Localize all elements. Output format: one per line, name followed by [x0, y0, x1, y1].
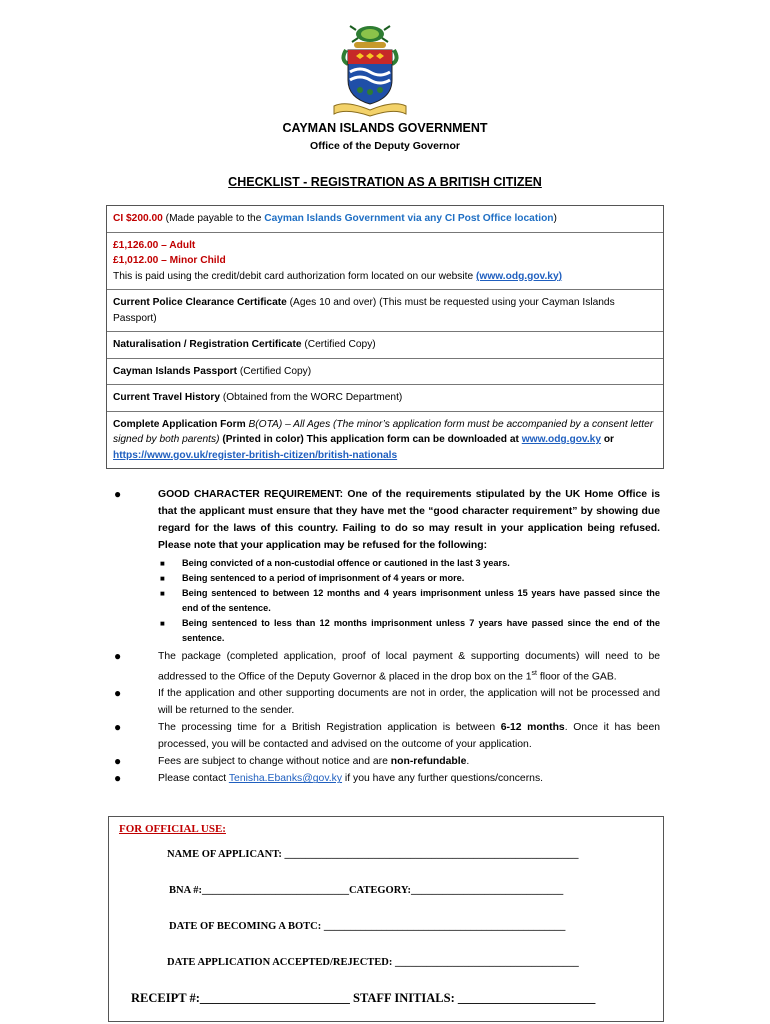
refusal-reason: Being sentenced to a period of imprisonment of 4 years or more.	[182, 573, 465, 583]
bullet-icon: ●	[114, 720, 122, 735]
checklist-row-fee	[107, 206, 663, 233]
list-item	[110, 486, 660, 646]
fee-text: (Made payable to the	[162, 213, 265, 224]
fee-payee: Cayman Islands Government via any CI Post Office location	[264, 213, 554, 224]
list-item	[110, 770, 660, 787]
police-certificate-text: (Ages 10 and over) (This must be requested using your Cayman Islands Passport)	[113, 297, 615, 324]
fees-text-end: .	[466, 756, 470, 768]
contact-email-link[interactable]: Tenisha.Ebanks@gov.ky	[228, 773, 343, 785]
list-item	[158, 556, 660, 571]
date-accepted-field[interactable]: DATE APPLICATION ACCEPTED/REJECTED: ___________________________________	[167, 957, 579, 968]
list-item	[110, 648, 660, 685]
square-bullet-icon: ■	[160, 574, 165, 583]
fees-text: Fees are subject to change without notice and are	[158, 756, 391, 768]
checklist-table	[106, 205, 664, 469]
date-botc-field[interactable]: DATE OF BECOMING A BOTC: ______________________________________________	[169, 921, 566, 932]
application-form-download-text: (Printed in color) This application form can be downloaded at	[219, 434, 522, 445]
list-item	[110, 685, 660, 719]
non-refundable-label: non-refundable	[390, 756, 467, 768]
square-bullet-icon: ■	[160, 589, 165, 598]
card-payment-text: This is paid using the credit/debit card authorization form located on our website	[113, 270, 476, 282]
square-bullet-icon: ■	[160, 559, 165, 568]
office-subtitle: Office of the Deputy Governor	[310, 140, 460, 152]
child-fee: £1,012.00 – Minor Child	[113, 255, 226, 266]
application-form-label: Complete Application Form	[113, 418, 246, 430]
odg-link[interactable]: www.odg.gov.ky	[521, 434, 601, 445]
bullet-icon: ●	[114, 771, 122, 786]
applicant-name-field[interactable]: NAME OF APPLICANT: ________________________________________________________	[167, 849, 579, 860]
page-title: CHECKLIST - REGISTRATION AS A BRITISH CITIZEN	[228, 175, 542, 189]
list-item	[158, 586, 660, 616]
checklist-row-naturalisation	[107, 332, 663, 359]
refusal-reason: Being convicted of a non-custodial offence or cautioned in the last 3 years.	[182, 558, 510, 568]
naturalisation-text: (Certified Copy)	[301, 339, 376, 350]
checklist-row-police	[107, 290, 663, 332]
fee-amount: CI $200.00	[113, 213, 163, 224]
naturalisation-label: Naturalisation / Registration Certificate	[113, 339, 302, 350]
organization-title: CAYMAN ISLANDS GOVERNMENT	[282, 121, 488, 135]
adult-fee: £1,126.00 – Adult	[113, 239, 196, 251]
bullet-icon: ●	[114, 649, 122, 663]
processing-text: The processing time for a British Registration application is between	[158, 722, 501, 734]
list-item	[158, 571, 660, 586]
odg-website-link[interactable]: (www.odg.gov.ky)	[476, 270, 563, 282]
list-item	[110, 753, 660, 770]
link-separator: or	[601, 434, 615, 445]
fee-text-end: )	[553, 213, 557, 224]
checklist-row-travel	[107, 385, 663, 412]
application-form-italic: B(OTA) – All Ages (The minor’s application form must be accompanied by a consent letter signed by both parents)	[113, 418, 654, 445]
passport-label: Cayman Islands Passport	[113, 365, 237, 377]
contact-text-end: if you have any further questions/concerns.	[342, 773, 544, 785]
requirements-list	[110, 486, 660, 787]
square-bullet-icon: ■	[160, 619, 165, 628]
refusal-reason: Being sentenced to between 12 months and 4 years imprisonment unless 15 years have passed since the end of the sentence.	[182, 588, 660, 613]
bna-category-field[interactable]: BNA #:____________________________CATEGORY:_____________________________	[169, 885, 564, 896]
receipt-initials-field[interactable]: RECEIPT #:________________________ STAFF INITIALS: ______________________	[131, 991, 596, 1005]
checklist-row-uk-fee	[107, 233, 663, 291]
travel-history-label: Current Travel History	[113, 392, 221, 403]
police-certificate-label: Current Police Clearance Certificate	[113, 297, 287, 308]
processing-text-end: . Once it has been processed, you will be contacted and advised on the outcome of your application.	[158, 722, 660, 751]
bullet-icon: ●	[114, 686, 122, 701]
package-text-end: floor of the GAB.	[536, 671, 617, 683]
package-text: The package (completed application, proof of local payment & supporting documents) will need to be addressed to the Office of the Deputy Governor & placed in the drop box on the 1	[158, 651, 660, 683]
good-character-text: GOOD CHARACTER REQUIREMENT: One of the requirements stipulated by the UK Home Office is that the applicant must ensure that they have met the “good character requirement” by showing due regard for the laws of this country. Failing to do so may result in your application being refused. Please note that your application may be refused for the following:	[158, 489, 660, 551]
travel-history-text: (Obtained from the WORC Department)	[220, 392, 403, 403]
coat-of-arms-logo	[326, 20, 414, 118]
list-item	[158, 616, 660, 646]
bullet-icon: ●	[114, 487, 122, 501]
refusal-reasons-list	[158, 556, 660, 646]
contact-text: Please contact	[158, 773, 229, 785]
gov-uk-link[interactable]: https://www.gov.uk/register-british-citizen/british-nationals	[113, 449, 398, 461]
ordinal-suffix: st	[531, 670, 537, 677]
order-text: If the application and other supporting documents are not in order, the application will not be processed and will be returned to the sender.	[158, 688, 660, 717]
refusal-reason: Being sentenced to less than 12 months imprisonment unless 7 years have passed since the end of the sentence.	[182, 618, 660, 643]
checklist-row-application-form	[107, 412, 663, 469]
checklist-row-passport	[107, 359, 663, 386]
official-use-box	[108, 816, 664, 1022]
list-item	[110, 719, 660, 753]
processing-time: 6-12 months	[500, 722, 565, 734]
passport-text: (Certified Copy)	[237, 365, 312, 377]
official-use-label: FOR OFFICIAL USE:	[119, 823, 226, 835]
bullet-icon: ●	[114, 754, 122, 769]
